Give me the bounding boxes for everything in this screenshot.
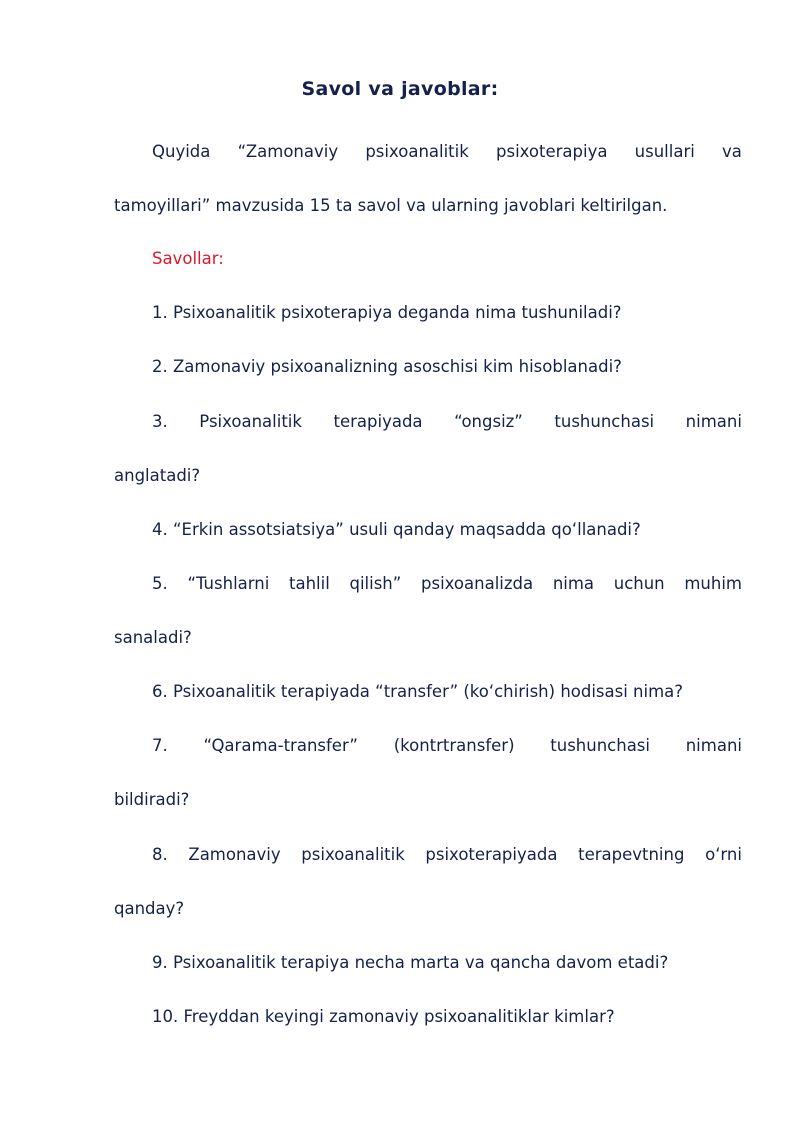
question-word: 7. [152,736,168,755]
question-4: 4. “Erkin assotsiatsiya” usuli qanday maqsadda qoʻllanadi? [152,520,641,539]
question-3 [152,411,742,433]
question-10: 10. Freyddan keyingi zamonaviy psixoanalitiklar kimlar? [152,1007,615,1026]
question-2: 2. Zamonaviy psixoanalizning asoschisi kim hisoblanadi? [152,357,622,376]
question-1: 1. Psixoanalitik psixoterapiya deganda nima tushuniladi? [152,303,622,322]
intro-word: psixoanalitik [365,142,469,161]
intro-line-2: tamoyillari” mavzusida 15 ta savol va ularning javoblari keltirilgan. [114,196,668,215]
question-word: 3. [152,412,168,431]
question-word: (kontrtransfer) [393,736,515,755]
question-word: “Qarama-transfer” [203,736,358,755]
question-word: psixoterapiyada [425,845,558,864]
question-word: oʻrni [705,845,742,864]
question-6: 6. Psixoanalitik terapiyada “transfer” (koʻchirish) hodisasi nima? [152,682,684,701]
question-word: 8. [152,845,168,864]
question-8-continuation: qanday? [114,899,185,918]
intro-word: Quyida [152,142,211,161]
question-word: nimani [685,412,742,431]
intro-word: va [722,142,742,161]
question-word: nima [552,574,595,593]
question-word: Zamonaviy [188,845,281,864]
question-word: 5. [152,574,168,593]
question-word: terapevtning [578,845,685,864]
question-word: psixoanalizda [421,574,534,593]
intro-word: psixoterapiya [496,142,608,161]
section-label: Savollar: [152,249,224,268]
question-3-continuation: anglatadi? [114,466,201,485]
question-word: “ongsiz” [454,412,523,431]
question-word: tushunchasi [554,412,655,431]
question-word: muhim [684,574,742,593]
question-9: 9. Psixoanalitik terapiya necha marta va qancha davom etadi? [152,953,669,972]
question-word: “Tushlarni [187,574,270,593]
intro-word: usullari [634,142,695,161]
question-7-continuation: bildiradi? [114,790,190,809]
question-word: tahlil [289,574,330,593]
question-word: Psixoanalitik [199,412,302,431]
question-7 [152,735,742,757]
question-word: tushunchasi [550,736,650,755]
question-word: nimani [685,736,742,755]
question-8 [152,844,742,866]
question-word: uchun [613,574,665,593]
page-title: Savol va javoblar: [301,78,499,100]
intro-word: “Zamonaviy [237,142,339,161]
question-word: psixoanalitik [301,845,405,864]
question-word: terapiyada [333,412,423,431]
question-5 [152,573,742,595]
question-5-continuation: sanaladi? [114,628,192,647]
question-word: qilish” [349,574,402,593]
intro-line-1 [152,141,742,163]
